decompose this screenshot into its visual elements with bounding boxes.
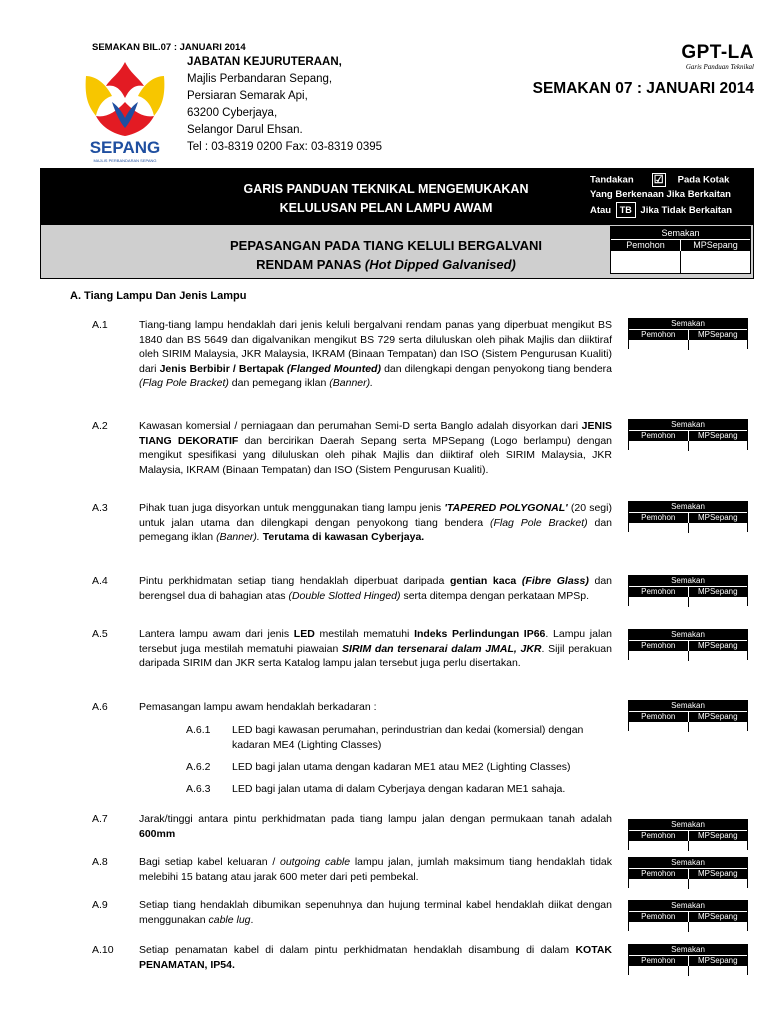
subtitle-line: RENDAM PANAS — [256, 257, 365, 272]
subitem-number: A.6.2 — [186, 761, 211, 773]
item-italic: (Banner). — [329, 377, 374, 389]
mpsepang-check-cell[interactable] — [689, 879, 748, 889]
check-title: Semakan — [629, 419, 747, 430]
item-a4 — [92, 574, 612, 603]
mpsepang-check-cell[interactable] — [689, 722, 748, 732]
check-title: Semakan — [629, 819, 747, 830]
item-number: A.4 — [92, 575, 108, 587]
check-col-pemohon: Pemohon — [629, 831, 689, 841]
item-italic: (Double Slotted Hinged) — [288, 589, 401, 602]
item-text: Kawasan komersial / perniagaan dan perumahan Semi-D serta Banglo adalah disyorkan dari — [139, 420, 582, 432]
item-a6 — [92, 700, 612, 715]
check-col-pemohon: Pemohon — [629, 513, 689, 523]
check-box-a8 — [628, 857, 748, 888]
check-col-mpsepang: MPSepang — [697, 431, 738, 440]
item-italic: cable lug — [208, 913, 251, 926]
item-italic: outgoing cable — [279, 856, 351, 868]
item-italic: (Banner). — [216, 531, 260, 543]
item-italic: (Flag Pole Bracket) — [489, 516, 588, 529]
pemohon-check-cell[interactable] — [611, 251, 681, 274]
legend-text: Yang Berkenaan Jika Berkaitan — [590, 188, 731, 200]
mpsepang-check-cell[interactable] — [689, 966, 748, 976]
check-col-pemohon: Pemohon — [629, 641, 689, 651]
address-line: Selangor Darul Ehsan. — [187, 124, 303, 136]
check-col-mpsepang: MPSepang — [697, 831, 738, 840]
mpsepang-check-cell[interactable] — [689, 597, 748, 607]
check-col-pemohon: Pemohon — [629, 330, 689, 340]
item-text: (20 segi) untuk jalan utama dan dilengkapi dengan penyokong tiang bendera — [139, 502, 612, 529]
item-bold: Jenis Berbibir / Bertapak — [159, 362, 284, 375]
main-checkbox — [610, 226, 751, 274]
pemohon-check-cell[interactable] — [629, 441, 689, 451]
check-box-a9 — [628, 900, 748, 931]
address-line: JABATAN KEJURUTERAAN, — [187, 56, 342, 68]
address-line: Persiaran Semarak Api, — [187, 90, 308, 102]
logo-subtext: MAJLIS PERBANDARAN SEPANG — [93, 158, 157, 163]
check-col-pemohon: Pemohon — [629, 956, 689, 966]
item-text: mestilah mematuhi — [314, 628, 415, 640]
check-col-mpsepang: MPSepang — [697, 869, 738, 878]
pemohon-check-cell[interactable] — [629, 651, 689, 661]
check-box-a3 — [628, 501, 748, 532]
item-text: dan berengsel dua di bahagian atas — [139, 575, 613, 602]
item-bold-italic: SIRIM dan tersenarai dalam JMAL, JKR — [342, 642, 542, 655]
check-box-a6 — [628, 700, 748, 731]
item-bold: LED — [293, 628, 315, 640]
item-number: A.6 — [92, 701, 108, 713]
item-text: dan bercirikan Daerah Sepang serta MPSepang (Logo berlampu) dengan mengikut spesifikasi yang diluluskan oleh pihak Majlis dan diiktiraf oleh SIRIM Malaysia, JKR Malaysia, IKRAM (Binaan Tempatan) dan ISO (Sistem Pengurusan Kualiti). — [139, 434, 612, 476]
pemohon-check-cell[interactable] — [629, 523, 689, 533]
address-block — [187, 54, 382, 156]
check-title: Semakan — [629, 629, 747, 640]
item-number: A.2 — [92, 420, 108, 432]
check-title: Semakan — [629, 318, 747, 329]
item-text: . Sijil perakuan daripada SIRIM dan JKR serta Katalog lampu jalan tersebut juga perlu disertakan. — [139, 642, 612, 669]
item-bold: gentian kaca — [449, 575, 517, 587]
item-a7 — [92, 812, 612, 841]
document-title — [186, 180, 586, 218]
logo-text: SEPANG — [89, 138, 161, 157]
legend — [590, 173, 750, 218]
check-col-mpsepang: MPSepang — [697, 912, 738, 921]
item-bold-italic: 'TAPERED POLYGONAL' — [444, 502, 568, 514]
item-text: Jarak/tinggi antara pintu perkhidmatan pada tiang lampu jalan dengan permukaan tanah adalah — [139, 813, 612, 825]
item-number: A.9 — [92, 899, 108, 911]
address-line: Majlis Perbandaran Sepang, — [187, 73, 333, 85]
pemohon-check-cell[interactable] — [629, 922, 689, 932]
item-bold-italic: (Fibre Glass) — [516, 575, 589, 587]
address-line: Tel : 03-8319 0200 Fax: 03-8319 0395 — [187, 141, 383, 153]
check-box-a1 — [628, 318, 748, 349]
revision-title: SEMAKAN 07 : JANUARI 2014 — [532, 80, 754, 97]
item-text: dan pemegang iklan — [139, 516, 612, 543]
item-bold-italic: (Flanged Mounted) — [286, 362, 381, 375]
subitem-a62 — [186, 760, 616, 775]
check-title: Semakan — [629, 944, 747, 955]
check-col-mpsepang: MPSepang — [697, 513, 738, 522]
check-title: Semakan — [629, 700, 747, 711]
check-box-a4 — [628, 575, 748, 606]
tick-icon: ☑ — [652, 173, 666, 187]
item-text: Tiang-tiang lampu hendaklah dari jenis keluli bergalvani rendam panas yang diperbuat mengikut BS 1840 dan BS 5649 dan digalvanikan mengikut BS 729 serta diluluskan oleh pihak Majlis dan diiktiraf oleh SIRIM Malaysia, JKR Malaysia, IKRAM (Binaan Tempatan) dan ISO (Sistem Pengurusan Kualiti) dari — [139, 319, 612, 375]
subitem-text: LED bagi kawasan perumahan, perindustrian dan kedai (komersial) dengan kadaran ME4 (Lighting Classes) — [232, 724, 584, 751]
section-heading: A. Tiang Lampu Dan Jenis Lampu — [70, 290, 247, 302]
item-number: A.7 — [92, 813, 108, 825]
sepang-logo — [82, 56, 168, 166]
gpt-code — [681, 42, 754, 71]
item-bold: KOTAK PENAMATAN, IP54. — [139, 944, 612, 971]
item-a9 — [92, 898, 612, 927]
item-number: A.8 — [92, 856, 108, 868]
check-col-pemohon: Pemohon — [629, 869, 689, 879]
check-box-a2 — [628, 419, 748, 450]
check-col-pemohon: Pemohon — [629, 587, 689, 597]
subitem-text: LED bagi jalan utama dengan kadaran ME1 atau ME2 (Lighting Classes) — [232, 761, 571, 773]
legend-text: Pada Kotak — [677, 174, 730, 186]
subitem-number: A.6.1 — [186, 724, 211, 736]
item-a1 — [92, 318, 612, 391]
tb-box: TB — [616, 202, 636, 218]
subitem-number: A.6.3 — [186, 783, 211, 795]
check-title: Semakan — [629, 501, 747, 512]
item-text: dan dilengkapi dengan penyokong tiang bendera — [380, 362, 613, 375]
item-a2 — [92, 419, 612, 477]
check-col-pemohon: Pemohon — [611, 240, 681, 251]
check-title: Semakan — [629, 857, 747, 868]
mpsepang-check-cell[interactable] — [689, 922, 748, 932]
item-bold: Terutama di kawasan Cyberjaya. — [259, 531, 425, 543]
subitem-text: LED bagi jalan utama di dalam Cyberjaya dengan kadaran ME1 sahaja. — [232, 783, 566, 795]
mpsepang-check-cell[interactable] — [689, 340, 748, 350]
item-a3 — [92, 501, 612, 545]
subtitle-line: PEPASANGAN PADA TIANG KELULI BERGALVANI — [229, 238, 542, 253]
item-bold: JENIS TIANG DEKORATIF — [139, 420, 612, 447]
mpsepang-check-cell[interactable] — [681, 251, 750, 274]
item-text: lampu jalan, jumlah maksimum tiang hendaklah tidak melebihi 15 batang atau jarak 600 meter dari peti pembekal. — [139, 856, 612, 883]
check-col-mpsepang: MPSepang — [693, 240, 738, 250]
check-box-a5 — [628, 629, 748, 660]
pemohon-check-cell[interactable] — [629, 340, 689, 350]
pemohon-check-cell[interactable] — [629, 879, 689, 889]
check-title: Semakan — [611, 227, 750, 239]
mpsepang-check-cell[interactable] — [689, 651, 748, 661]
check-col-pemohon: Pemohon — [629, 712, 689, 722]
check-col-pemohon: Pemohon — [629, 431, 689, 441]
subitem-a61 — [186, 723, 616, 752]
check-box-a10 — [628, 944, 748, 975]
item-text: Setiap penamatan kabel di dalam pintu perkhidmatan hendaklah disambung di dalam — [139, 944, 576, 956]
mpsepang-check-cell[interactable] — [689, 841, 748, 851]
item-text: Bagi setiap kabel keluaran / — [139, 856, 280, 868]
item-text: Pihak tuan juga disyorkan untuk menggunakan tiang lampu jenis — [139, 502, 445, 514]
item-text: Pintu perkhidmatan setiap tiang hendaklah diperbuat daripada — [139, 575, 450, 587]
check-title: Semakan — [629, 575, 747, 586]
title-line: KELULUSAN PELAN LAMPU AWAM — [279, 201, 493, 215]
item-text: serta ditempa dengan perkataan MPSp. — [400, 589, 590, 602]
item-a10 — [92, 943, 612, 972]
check-title: Semakan — [629, 900, 747, 911]
item-text: Pemasangan lampu awam hendaklah berkadaran : — [139, 701, 377, 713]
check-col-mpsepang: MPSepang — [697, 330, 738, 339]
item-a5 — [92, 627, 612, 671]
mpsepang-check-cell[interactable] — [689, 523, 748, 533]
item-number: A.5 — [92, 628, 108, 640]
pemohon-check-cell[interactable] — [629, 597, 689, 607]
legend-text: Tandakan — [590, 174, 634, 186]
item-bold: 600mm — [139, 827, 176, 840]
subitem-a63 — [186, 782, 616, 797]
item-bold: Indeks Perlindungan IP66 — [414, 628, 546, 640]
item-text: . Lampu jalan tersebut juga mestilah mematuhi piawaian — [139, 628, 612, 655]
pemohon-check-cell[interactable] — [629, 966, 689, 976]
check-col-mpsepang: MPSepang — [697, 587, 738, 596]
item-number: A.3 — [92, 502, 108, 514]
check-col-mpsepang: MPSepang — [697, 956, 738, 965]
title-line: GARIS PANDUAN TEKNIKAL MENGEMUKAKAN — [243, 182, 529, 196]
check-col-mpsepang: MPSepang — [697, 712, 738, 721]
pemohon-check-cell[interactable] — [629, 841, 689, 851]
mpsepang-check-cell[interactable] — [689, 441, 748, 451]
item-italic: (Flag Pole Bracket) — [139, 377, 229, 389]
legend-text: Jika Tidak Berkaitan — [640, 204, 733, 216]
item-text: Lantera lampu awam dari jenis — [139, 628, 294, 640]
document-ref: SEMAKAN BIL.07 : JANUARI 2014 — [92, 42, 246, 53]
address-line: 63200 Cyberjaya, — [187, 107, 278, 119]
item-text: dan pemegang iklan — [228, 377, 330, 389]
check-col-pemohon: Pemohon — [629, 912, 689, 922]
item-number: A.10 — [92, 944, 114, 956]
legend-text: Atau — [590, 204, 612, 216]
gpt-title: GPT-LA — [681, 42, 754, 63]
item-number: A.1 — [92, 319, 108, 331]
subtitle-italic: (Hot Dipped Galvanised) — [364, 257, 516, 272]
check-box-a7 — [628, 819, 748, 850]
item-text: Setiap tiang hendaklah dibumikan sepenuhnya dan hujung terminal kabel hendaklah diikat dengan menggunakan — [139, 899, 612, 926]
check-col-mpsepang: MPSepang — [697, 641, 738, 650]
subtitle — [186, 236, 586, 274]
item-text: . — [250, 913, 254, 926]
pemohon-check-cell[interactable] — [629, 722, 689, 732]
item-a8 — [92, 855, 612, 884]
gpt-subtitle: Garis Panduan Teknikal — [685, 63, 754, 71]
